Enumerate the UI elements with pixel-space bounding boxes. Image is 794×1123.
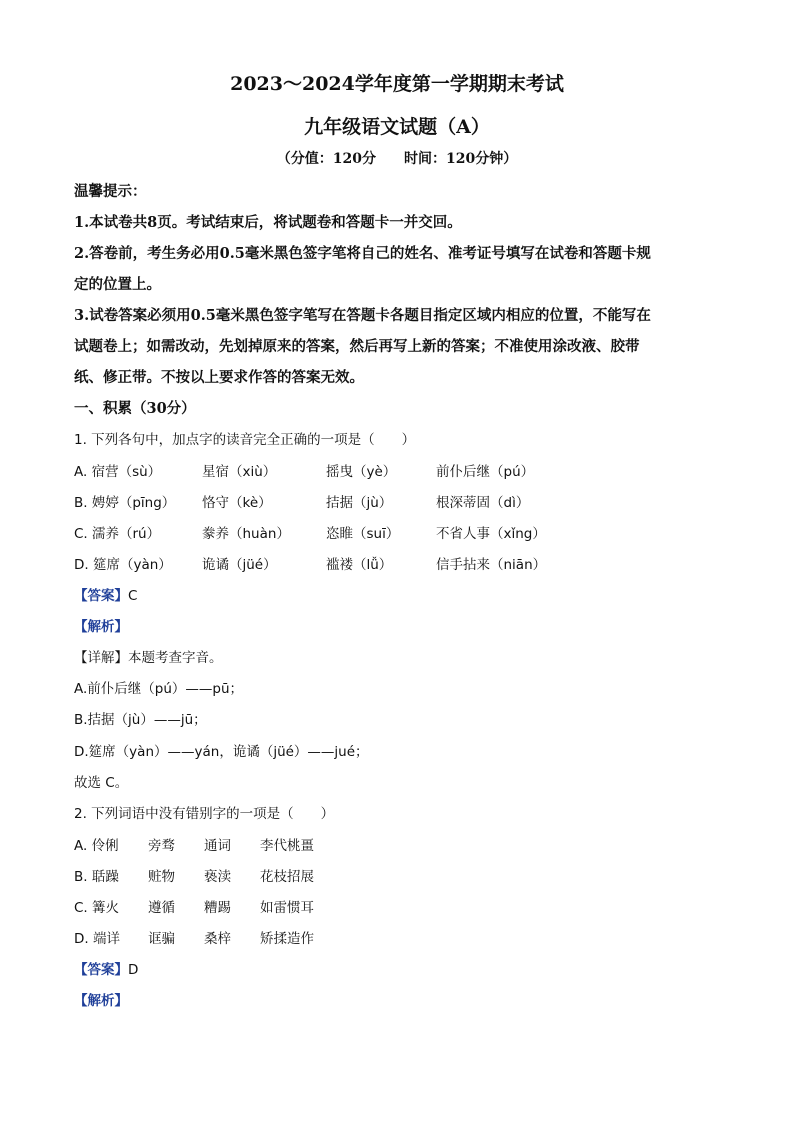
q1-option-b-4: 根深蒂固（dì） bbox=[436, 495, 530, 511]
notice-item-2-line-2: 定的位置上。 bbox=[74, 276, 161, 293]
q2-option-d-4: 矫揉造作 bbox=[260, 931, 314, 947]
q2-option-c-4: 如雷惯耳 bbox=[260, 900, 314, 916]
q1-answer bbox=[74, 586, 137, 606]
analysis-tag: 【解析】 bbox=[74, 619, 128, 635]
notice-item-3-line-1: 3.试卷答案必须用0.5毫米黑色签字笔写在答题卡各题目指定区域内相应的位置，不能写在 bbox=[74, 307, 651, 324]
q1-detail-line-a: A.前仆后继（pú）——pū； bbox=[74, 681, 244, 697]
detail-tag: 【详解】 bbox=[74, 650, 128, 666]
notice-item-3-line-3: 纸、修正带。不按以上要求作答的答案无效。 bbox=[74, 369, 364, 386]
q2-option-a-4: 李代桃畺 bbox=[260, 838, 314, 854]
q1-option-b-2: 恪守（kè） bbox=[202, 495, 272, 511]
q1-analysis bbox=[74, 617, 128, 637]
q2-option-d-1: D. 端详 bbox=[74, 931, 120, 947]
q2-option-c-1: C. 篝火 bbox=[74, 900, 120, 916]
q2-option-a-3: 通词 bbox=[204, 838, 231, 854]
q1-detail bbox=[74, 648, 223, 668]
q1-option-a-1: A. 宿营（sù） bbox=[74, 464, 162, 480]
q1-option-d-1: D. 筵席（yàn） bbox=[74, 557, 172, 573]
q1-option-d-3: 褴褛（lǚ） bbox=[326, 557, 393, 573]
exam-subtitle: 九年级语文试题（A） bbox=[304, 116, 490, 138]
q1-option-a-4: 前仆后继（pú） bbox=[436, 464, 535, 480]
detail-text: 本题考查字音。 bbox=[128, 650, 223, 666]
q1-option-c-2: 豢养（huàn） bbox=[202, 526, 290, 542]
q2-option-c-3: 糟踢 bbox=[204, 900, 231, 916]
q2-option-c-2: 遵循 bbox=[148, 900, 175, 916]
answer-value: C bbox=[128, 588, 138, 604]
q1-option-a-2: 星宿（xiù） bbox=[202, 464, 277, 480]
q1-stem: 1. 下列各句中，加点字的读音完全正确的一项是（ ） bbox=[74, 432, 416, 448]
q2-option-b-2: 赃物 bbox=[148, 869, 175, 885]
q1-option-a-3: 摇曳（yè） bbox=[326, 464, 397, 480]
q2-analysis bbox=[74, 991, 128, 1011]
q1-option-b-1: B. 娉婷（pīng） bbox=[74, 495, 176, 511]
q2-answer bbox=[74, 960, 138, 980]
section-1-title: 一、积累（30分） bbox=[74, 400, 196, 417]
answer-tag: 【答案】 bbox=[74, 588, 128, 604]
notice-item-1: 1.本试卷共8页。考试结束后，将试题卷和答题卡一并交回。 bbox=[74, 214, 462, 231]
q1-detail-line-d: D.筵席（yàn）——yán，诡谲（jüé）——jué； bbox=[74, 744, 369, 760]
notice-heading: 温馨提示： bbox=[74, 183, 147, 200]
q2-option-b-1: B. 聒躁 bbox=[74, 869, 119, 885]
q1-option-d-4: 信手拈来（niān） bbox=[436, 557, 547, 573]
q1-option-c-4: 不省人事（xǐng） bbox=[436, 526, 546, 542]
q2-option-a-1: A. 伶俐 bbox=[74, 838, 119, 854]
q2-option-d-3: 桑梓 bbox=[204, 931, 231, 947]
analysis-tag: 【解析】 bbox=[74, 993, 128, 1009]
q2-option-d-2: 诓骗 bbox=[148, 931, 175, 947]
answer-tag: 【答案】 bbox=[74, 962, 128, 978]
exam-title: 2023～2024学年度第一学期期末考试 bbox=[230, 73, 564, 95]
q1-option-d-2: 诡谲（jüé） bbox=[202, 557, 277, 573]
q1-option-c-3: 恣睢（suī） bbox=[326, 526, 400, 542]
answer-value: D bbox=[128, 962, 139, 978]
notice-item-3-line-2: 试题卷上；如需改动，先划掉原来的答案，然后再写上新的答案；不准使用涂改液、胶带 bbox=[74, 338, 640, 355]
q1-option-c-1: C. 濡养（rú） bbox=[74, 526, 161, 542]
score-time: （分值：120分 时间：120分钟） bbox=[276, 151, 518, 167]
q2-option-b-3: 亵渎 bbox=[204, 869, 231, 885]
q2-option-b-4: 花枝招展 bbox=[260, 869, 314, 885]
notice-item-2-line-1: 2.答卷前，考生务必用0.5毫米黑色签字笔将自己的姓名、准考证号填写在试卷和答题卡规 bbox=[74, 245, 651, 262]
q1-conclusion: 故选 C。 bbox=[74, 775, 129, 791]
q1-detail-line-b: B.拮据（jù）——jū； bbox=[74, 712, 207, 728]
q2-option-a-2: 旁骛 bbox=[148, 838, 175, 854]
q2-stem: 2. 下列词语中没有错别字的一项是（ ） bbox=[74, 806, 335, 822]
q1-option-b-3: 拮据（jù） bbox=[326, 495, 393, 511]
